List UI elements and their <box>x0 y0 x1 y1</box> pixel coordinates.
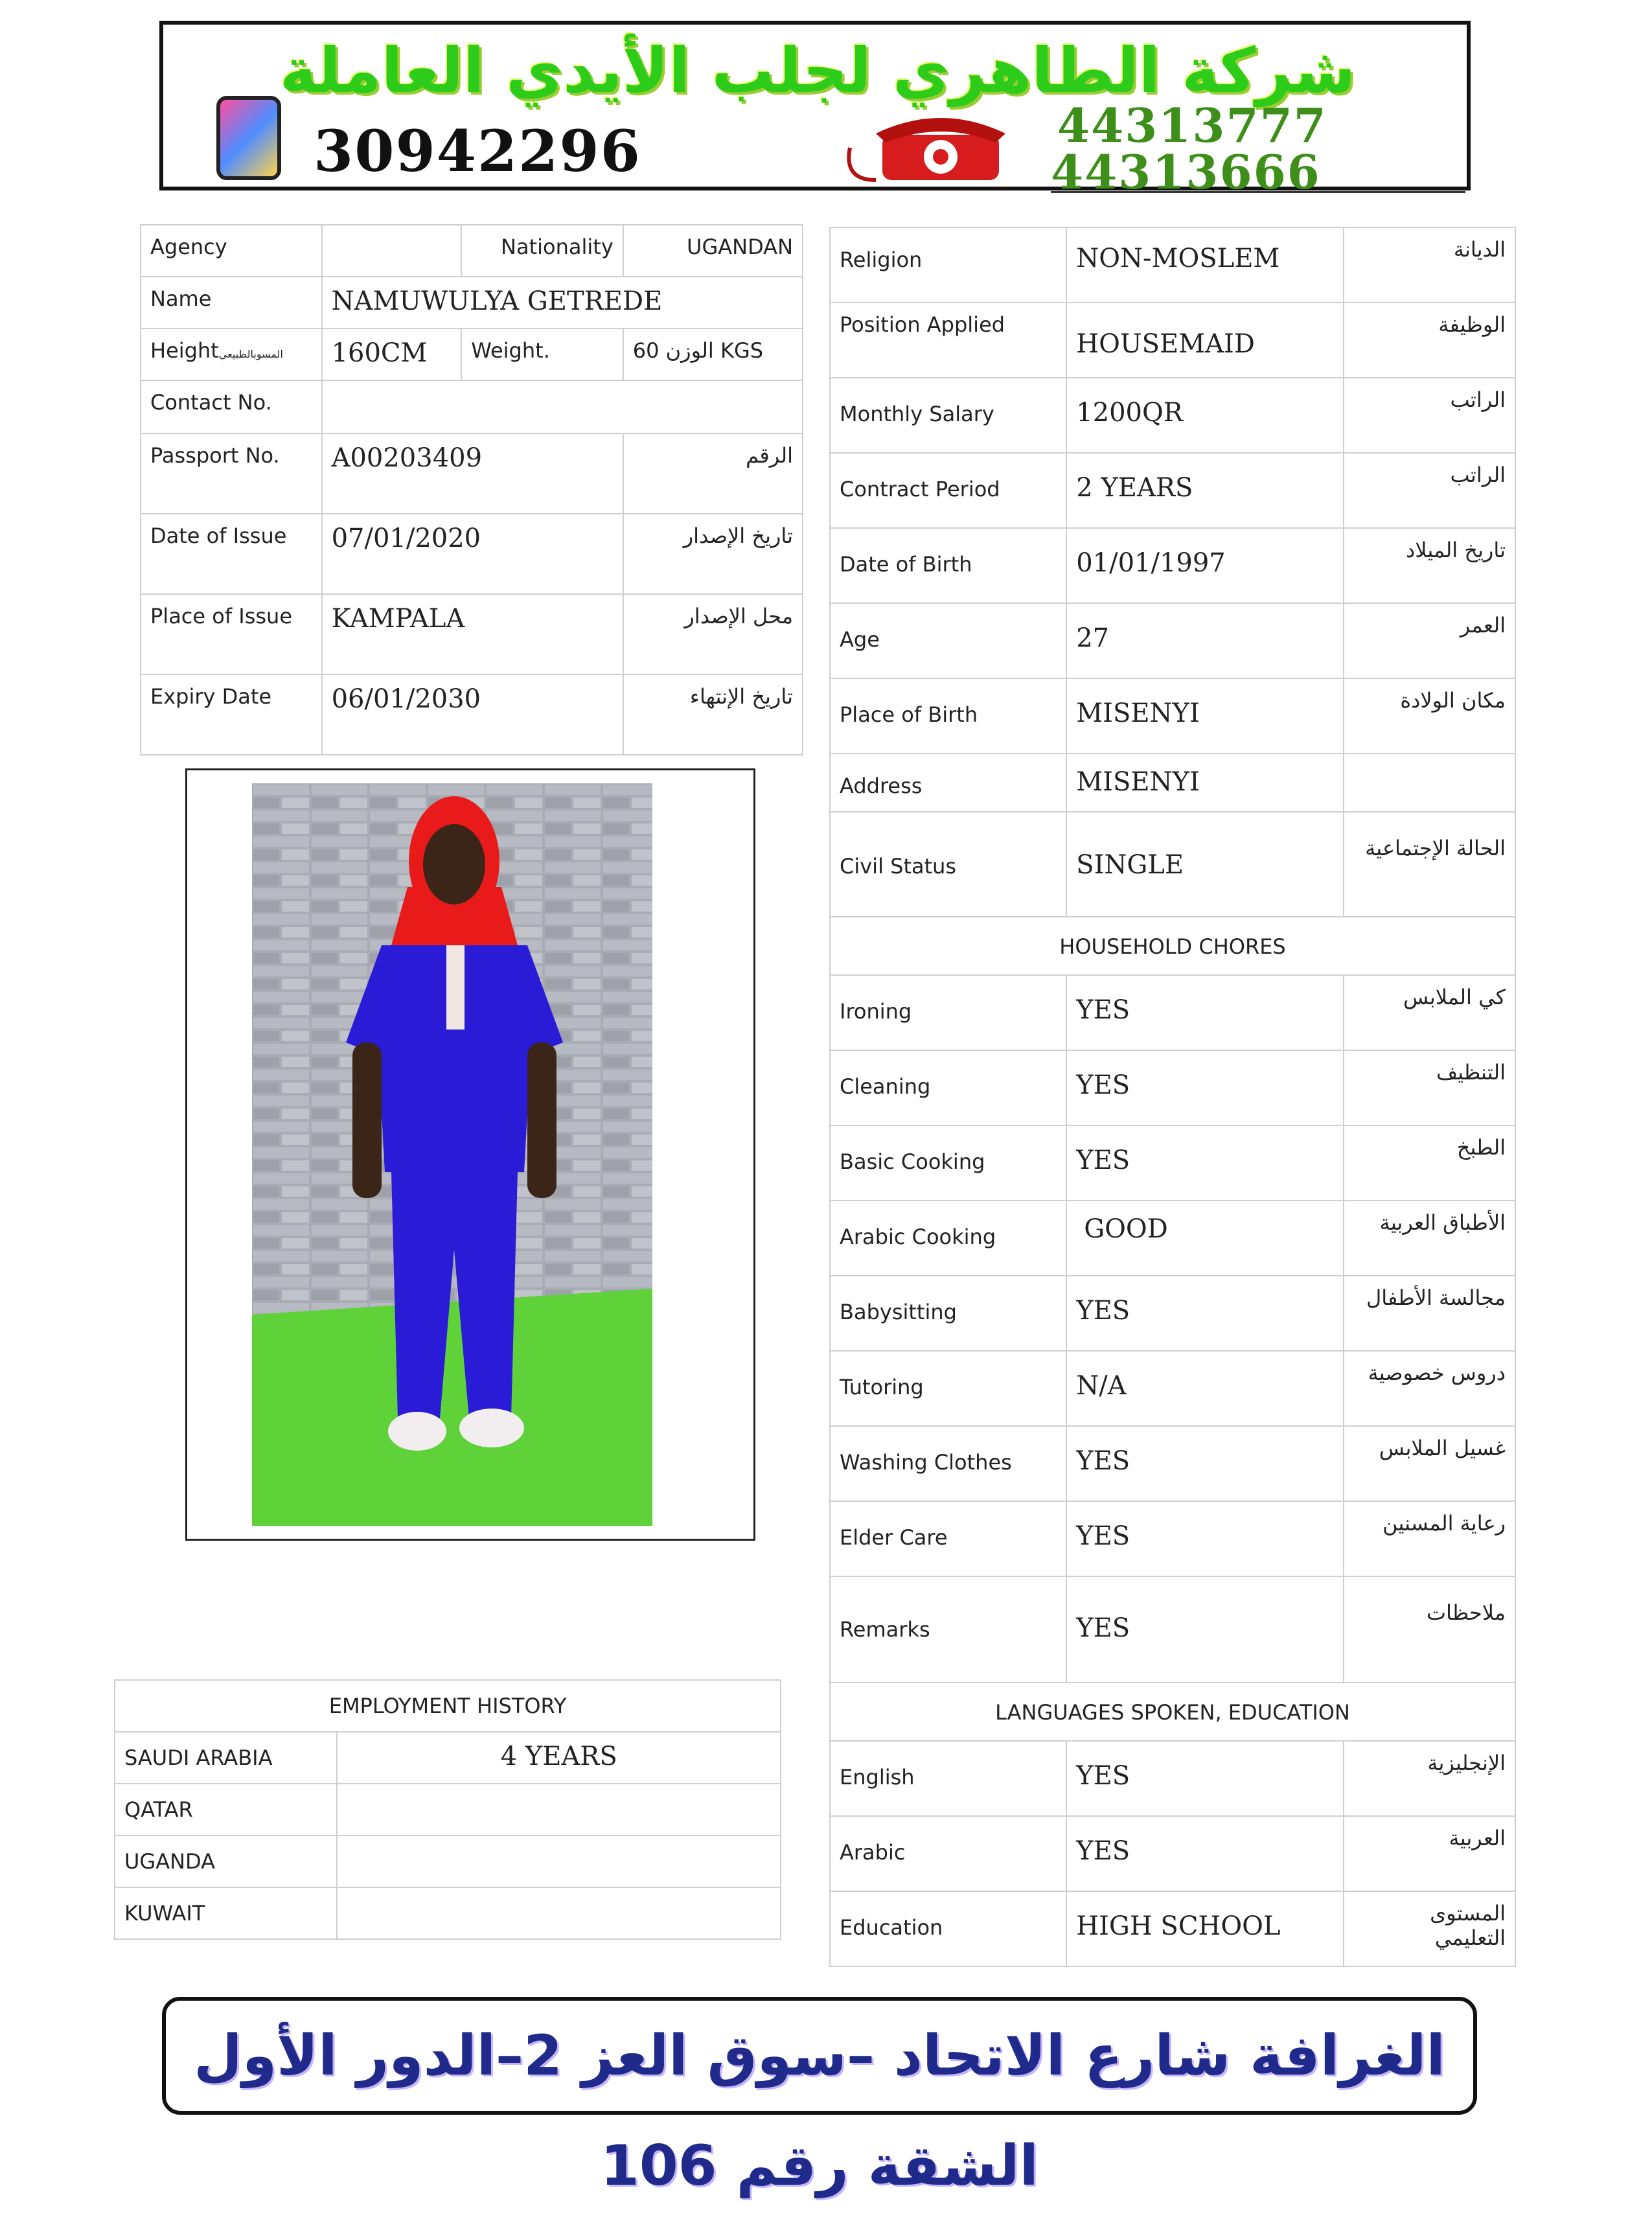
issue-place-row <box>141 594 803 674</box>
nationality-value: UGANDAN <box>687 235 793 259</box>
height-value: 160CM <box>331 338 428 368</box>
employment-country: KUWAIT <box>124 1901 205 1926</box>
religion-label-ar: الديانة <box>1453 237 1506 262</box>
education-value: HIGH SCHOOL <box>1076 1911 1281 1941</box>
employment-country: QATAR <box>124 1797 193 1822</box>
employment-heading-row <box>115 1680 781 1732</box>
babysitting-label-ar: مجالسة الأطفال <box>1366 1285 1506 1310</box>
contract-value: 2 YEARS <box>1076 473 1193 503</box>
passport-row <box>141 433 803 514</box>
cooking-label: Basic Cooking <box>840 1149 985 1174</box>
religion-row <box>830 227 1515 303</box>
agency-row <box>141 225 803 277</box>
salary-row <box>830 378 1515 453</box>
ironing-label: Ironing <box>840 999 912 1024</box>
pob-label: Place of Birth <box>840 702 978 727</box>
mobile-number: 30942296 <box>314 117 641 185</box>
religion-label: Religion <box>840 247 923 272</box>
mobile-phone-icon <box>216 96 281 180</box>
passport-label: Passport No. <box>150 443 280 468</box>
elder-care-label: Elder Care <box>840 1525 948 1550</box>
contact-label: Contact No. <box>150 390 272 415</box>
contract-label: Contract Period <box>840 477 1000 501</box>
position-label-ar: الوظيفة <box>1438 312 1506 337</box>
contract-label-ar: الراتب <box>1450 463 1506 487</box>
issue-date-row <box>141 514 803 594</box>
landline-number-1: 44313777 <box>1057 98 1327 153</box>
issue-place-label-ar: محل الإصدار <box>684 604 793 628</box>
passport-value: A00203409 <box>331 443 483 473</box>
arabic-cooking-row <box>830 1201 1515 1276</box>
washing-row <box>830 1426 1515 1501</box>
employment-duration: 4 YEARS <box>500 1742 617 1771</box>
dob-label-ar: تاريخ الميلاد <box>1406 538 1506 562</box>
salary-value: 1200QR <box>1076 398 1183 428</box>
position-label: Position Applied <box>840 312 1005 337</box>
address-value: MISENYI <box>1076 767 1200 797</box>
pob-label-ar: مكان الولادة <box>1400 688 1506 713</box>
arabic-row <box>830 1816 1515 1891</box>
ironing-row <box>830 975 1515 1050</box>
position-row <box>830 303 1515 378</box>
employment-row <box>115 1887 781 1939</box>
tutoring-label: Tutoring <box>840 1375 924 1399</box>
civil-label-ar: الحالة الإجتماعية <box>1365 836 1506 860</box>
ironing-value: YES <box>1076 995 1130 1025</box>
employment-row <box>115 1732 781 1784</box>
address-label: Address <box>840 774 923 798</box>
contact-row <box>141 380 803 433</box>
height-row <box>141 328 803 380</box>
arabic-cooking-label: Arabic Cooking <box>840 1225 996 1249</box>
tutoring-label-ar: دروس خصوصية <box>1368 1361 1506 1385</box>
babysitting-row <box>830 1276 1515 1351</box>
height-label: Height <box>150 338 219 363</box>
education-label-ar: المستوى التعليمي <box>1430 1901 1506 1950</box>
issue-place-label: Place of Issue <box>150 604 293 628</box>
name-value: NAMUWULYA GETREDE <box>331 286 663 316</box>
expiry-row <box>141 674 803 755</box>
issue-date-value: 07/01/2020 <box>331 524 481 553</box>
babysitting-value: YES <box>1076 1296 1130 1326</box>
dob-row <box>830 528 1515 603</box>
name-row <box>141 277 803 328</box>
salary-label: Monthly Salary <box>840 402 994 426</box>
washing-value: YES <box>1076 1446 1130 1476</box>
landline-number-2: 44313666 <box>1051 152 1465 193</box>
dob-label: Date of Birth <box>840 552 972 577</box>
cooking-row <box>830 1125 1515 1201</box>
contract-row <box>830 453 1515 528</box>
employment-row <box>115 1835 781 1887</box>
washing-label: Washing Clothes <box>840 1450 1012 1475</box>
header-banner <box>159 21 1471 200</box>
issue-date-label-ar: تاريخ الإصدار <box>683 524 793 548</box>
cleaning-row <box>830 1050 1515 1125</box>
arabic-cooking-label-ar: الأطباق العربية <box>1379 1210 1506 1235</box>
photo-frame <box>185 768 755 1541</box>
english-row <box>830 1741 1515 1816</box>
weight-value: 60 الوزن KGS <box>632 338 764 363</box>
employment-history-table <box>114 1679 781 1940</box>
expiry-label-ar: تاريخ الإنتهاء <box>689 684 793 709</box>
babysitting-label: Babysitting <box>840 1300 957 1324</box>
cleaning-label: Cleaning <box>840 1074 931 1099</box>
remarks-label-ar: ملاحظات <box>1426 1600 1506 1625</box>
tutoring-row <box>830 1351 1515 1426</box>
tutoring-value: N/A <box>1076 1371 1127 1401</box>
cooking-label-ar: الطبخ <box>1456 1135 1506 1160</box>
cooking-value: YES <box>1076 1145 1130 1175</box>
age-row <box>830 603 1515 678</box>
arabic-value: YES <box>1076 1836 1130 1866</box>
personal-info-table <box>140 224 803 755</box>
chores-heading-row <box>830 917 1515 975</box>
elder-care-label-ar: رعاية المسنين <box>1382 1511 1506 1536</box>
dob-value: 01/01/1997 <box>1076 548 1226 578</box>
age-label: Age <box>840 627 880 652</box>
age-value: 27 <box>1076 623 1110 653</box>
civil-label: Civil Status <box>840 854 957 879</box>
civil-row <box>830 812 1515 917</box>
telephone-icon <box>837 109 1018 187</box>
details-table <box>829 227 1516 1967</box>
employment-country: SAUDI ARABIA <box>124 1745 273 1770</box>
languages-heading: LANGUAGES SPOKEN, EDUCATION <box>995 1700 1350 1725</box>
english-value: YES <box>1076 1761 1130 1791</box>
arabic-label-ar: العربية <box>1449 1826 1506 1850</box>
footer-banner <box>162 1997 1477 2198</box>
expiry-label: Expiry Date <box>150 684 272 709</box>
weight-label: Weight. <box>471 338 550 363</box>
arabic-label: Arabic <box>840 1840 906 1865</box>
office-address: الغرافة شارع الاتحاد –سوق العز 2–الدور الأول الشقة رقم 106 <box>194 2023 1445 2198</box>
religion-value: NON-MOSLEM <box>1076 244 1280 273</box>
employment-country: UGANDA <box>124 1849 216 1874</box>
remarks-label: Remarks <box>840 1617 930 1642</box>
arabic-cooking-value: GOOD <box>1084 1214 1168 1244</box>
nationality-label: Nationality <box>501 235 614 259</box>
company-name: شركة الطاهري لجلب الأيدي العاملة <box>279 34 1356 107</box>
name-label: Name <box>150 286 212 311</box>
remarks-value: YES <box>1076 1613 1130 1643</box>
passport-label-ar: الرقم <box>746 443 793 468</box>
candidate-photo <box>252 783 652 1526</box>
employment-heading: EMPLOYMENT HISTORY <box>328 1694 567 1718</box>
issue-date-label: Date of Issue <box>150 524 287 548</box>
cleaning-label-ar: التنظيف <box>1436 1060 1506 1085</box>
address-row <box>830 754 1515 812</box>
english-label: English <box>840 1765 915 1789</box>
position-value: HOUSEMAID <box>1076 329 1255 359</box>
civil-value: SINGLE <box>1076 850 1184 880</box>
cleaning-value: YES <box>1076 1070 1130 1100</box>
issue-place-value: KAMPALA <box>331 604 465 634</box>
salary-label-ar: الراتب <box>1450 387 1506 412</box>
elder-care-row <box>830 1501 1515 1576</box>
english-label-ar: الإنجليزية <box>1427 1751 1506 1775</box>
chores-heading: HOUSEHOLD CHORES <box>1059 934 1286 959</box>
languages-heading-row <box>830 1683 1515 1741</box>
pob-row <box>830 678 1515 754</box>
expiry-value: 06/01/2030 <box>331 684 481 714</box>
remarks-row <box>830 1576 1515 1683</box>
washing-label-ar: غسيل الملابس <box>1379 1436 1506 1460</box>
employment-row <box>115 1784 781 1835</box>
height-label-ar: المسوبالطبيعي <box>218 348 283 360</box>
elder-care-value: YES <box>1076 1521 1130 1551</box>
age-label-ar: العمر <box>1460 613 1506 638</box>
agency-label: Agency <box>150 235 227 259</box>
education-label: Education <box>840 1915 943 1940</box>
pob-value: MISENYI <box>1076 698 1200 728</box>
ironing-label-ar: كي الملابس <box>1403 985 1506 1009</box>
education-row <box>830 1891 1515 1966</box>
